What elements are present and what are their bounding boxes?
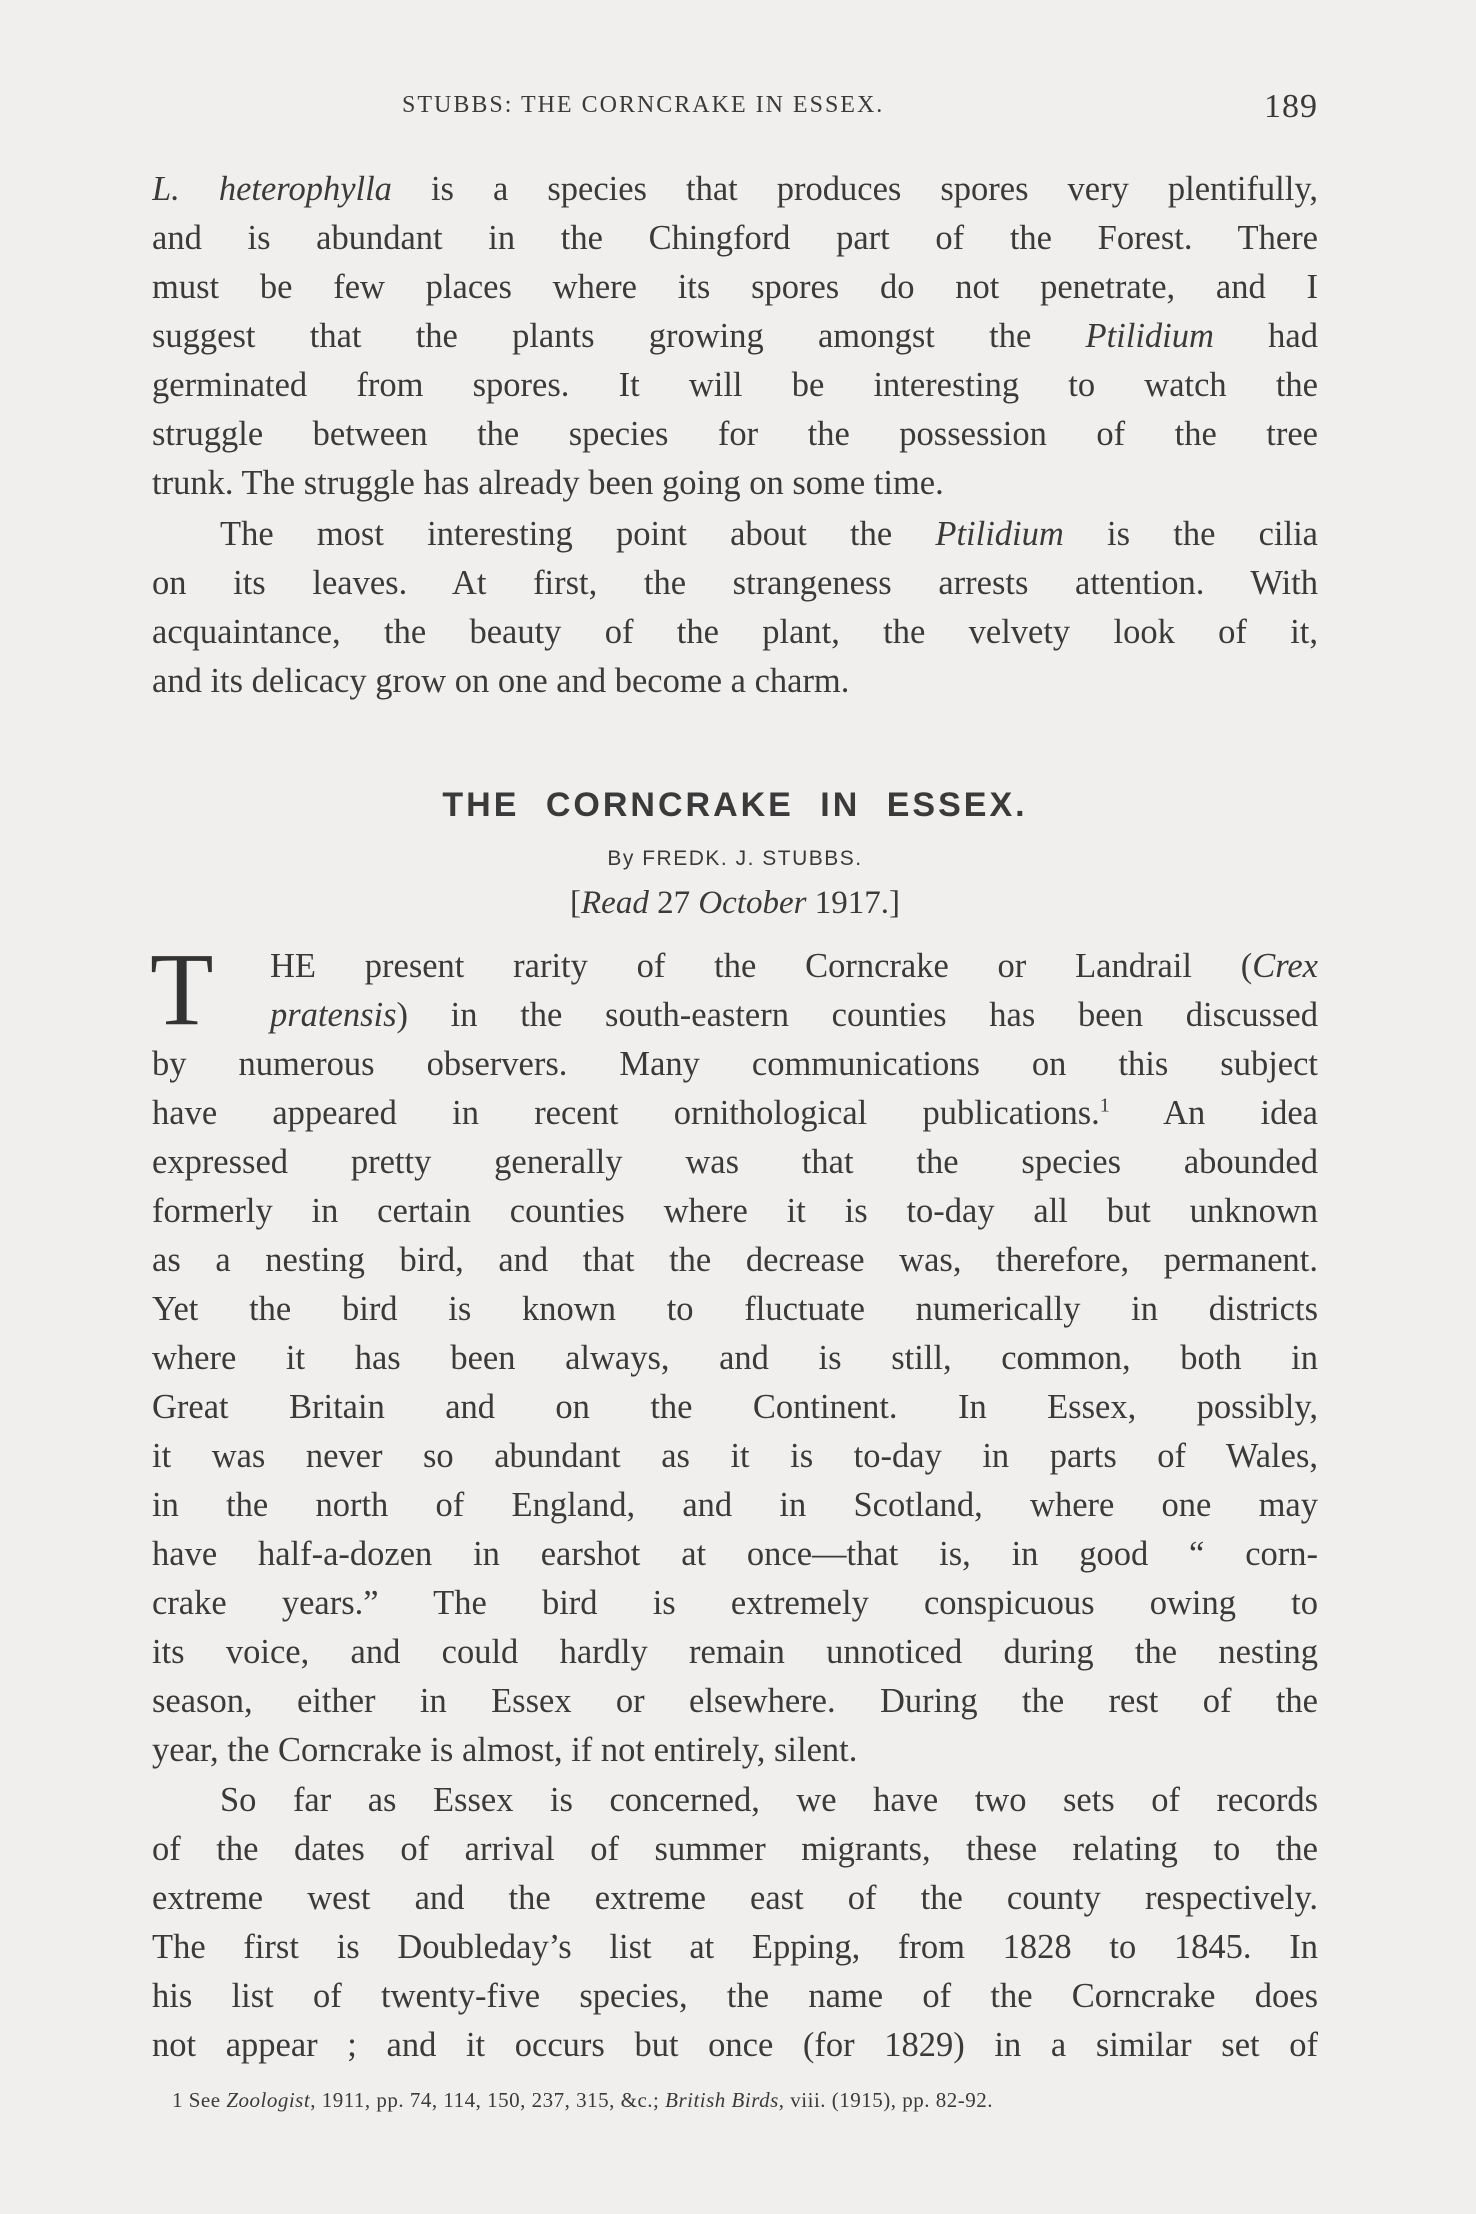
text-line: The most interesting point about the Ptilidium is the cilia	[220, 515, 1318, 553]
footnote-marker: 1	[172, 2088, 183, 2112]
text-line: in the north of England, and in Scotland, where one may	[152, 1486, 1318, 1524]
text-line: acquaintance, the beauty of the plant, the velvety look of it,	[152, 613, 1318, 651]
paragraph-essex-records	[152, 1776, 1318, 2070]
text-line: Yet the bird is known to fluctuate numerically in districts	[152, 1290, 1318, 1328]
text-line: struggle between the species for the possession of the tree	[152, 415, 1318, 453]
genus-name: Ptilidium	[935, 515, 1064, 553]
text-line: formerly in certain counties where it is to-day all but unknown	[152, 1192, 1318, 1230]
text-line: Great Britain and on the Continent. In Essex, possibly,	[152, 1388, 1318, 1426]
text-line: germinated from spores. It will be interesting to watch the	[152, 366, 1318, 404]
text-line: it was never so abundant as it is to-day in parts of Wales,	[152, 1437, 1318, 1475]
text-line: where it has been always, and is still, common, both in	[152, 1339, 1318, 1377]
text-line: suggest that the plants growing amongst the Ptilidium had	[152, 317, 1318, 355]
article-title: THE CORNCRAKE IN ESSEX.	[442, 786, 1028, 824]
genus-name: Ptilidium	[1085, 317, 1214, 355]
text-line: of the dates of arrival of summer migrants, these relating to the	[152, 1830, 1318, 1868]
species-name: L. heterophylla	[152, 170, 392, 208]
text-line: his list of twenty-five species, the name of the Corncrake does	[152, 1977, 1318, 2015]
paragraph-corncrake-rarity	[150, 932, 1318, 1775]
text-line: must be few places where its spores do not penetrate, and I	[152, 268, 1318, 306]
text-line: its voice, and could hardly remain unnoticed during the nesting	[152, 1633, 1318, 1671]
footnote-ref: 1	[1099, 1094, 1110, 1117]
text-line: The first is Doubleday’s list at Epping, from 1828 to 1845. In	[152, 1928, 1318, 1966]
text-line: and its delicacy grow on one and become a charm.	[152, 662, 850, 700]
text-line: crake years.” The bird is extremely conspicuous owing to	[152, 1584, 1318, 1622]
text-line: L. heterophylla is a species that produces spores very plentifully,	[152, 170, 1318, 208]
text-line: have appeared in recent ornithological publications.$^1$ An idea	[152, 1094, 1318, 1132]
running-title: STUBBS: THE CORNCRAKE IN ESSEX.	[402, 92, 885, 118]
text-line: expressed pretty generally was that the species abounded	[152, 1143, 1318, 1181]
text-line: trunk. The struggle has already been going on some time.	[152, 464, 944, 502]
text-line: pratensis) in the south-eastern counties has been discussed	[270, 996, 1318, 1034]
text-line: as a nesting bird, and that the decrease was, therefore, permanent.	[152, 1241, 1318, 1279]
text-line: extreme west and the extreme east of the county respectively.	[152, 1879, 1318, 1917]
page-number: 189	[1264, 88, 1318, 125]
text-line: and is abundant in the Chingford part of the Forest. There	[152, 219, 1318, 257]
article-byline: By FREDK. J. STUBBS.	[607, 847, 863, 870]
paragraph-liverworts	[152, 165, 1318, 508]
text-line: by numerous observers. Many communications on this subject	[152, 1045, 1318, 1083]
footnote: 1 See Zoologist, 1911, pp. 74, 114, 150, 237, 315, &c.; British Birds, viii. (1915), pp. 82-92.	[172, 2088, 994, 2112]
paragraph-cilia	[152, 510, 1318, 706]
read-date: [Read 27 October 1917.]	[570, 885, 900, 921]
drop-cap: T	[150, 932, 214, 1047]
text-line: on its leaves. At first, the strangeness arrests attention. With	[152, 564, 1318, 602]
text-line: not appear ; and it occurs but once (for 1829) in a similar set of	[152, 2026, 1318, 2064]
text-line: So far as Essex is concerned, we have two sets of records	[220, 1781, 1318, 1819]
text-line: HE present rarity of the Corncrake or Landrail (Crex	[270, 947, 1318, 985]
running-head	[152, 88, 1318, 128]
text-line: season, either in Essex or elsewhere. During the rest of the	[152, 1682, 1318, 1720]
text-line: have half-a-dozen in earshot at once—that is, in good “ corn-	[152, 1535, 1318, 1573]
text-line: year, the Corncrake is almost, if not entirely, silent.	[152, 1731, 858, 1769]
